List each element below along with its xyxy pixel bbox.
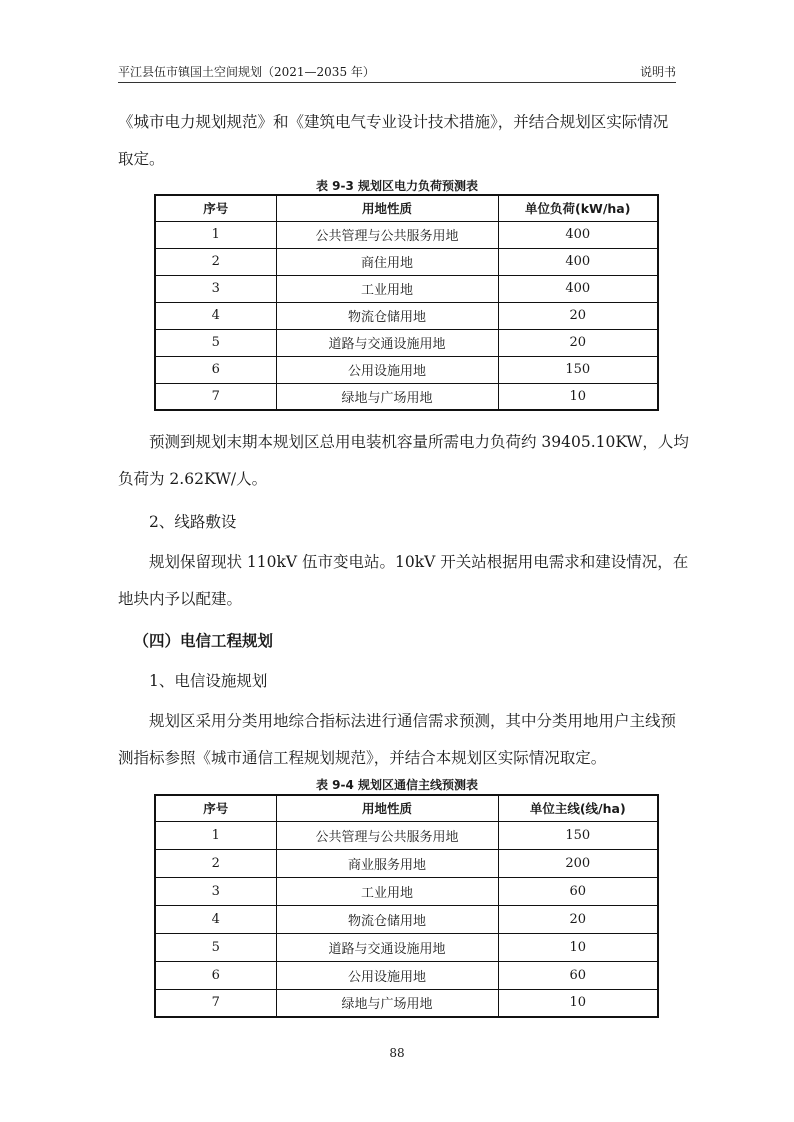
power-load-table: [154, 194, 659, 411]
table-row: [155, 989, 658, 1017]
column-header: 单位负荷(kW/ha): [498, 195, 658, 221]
table-cell: 绿地与广场用地: [276, 383, 498, 410]
table-cell: 4: [155, 905, 276, 933]
table-cell: 商业服务用地: [276, 849, 498, 877]
table-cell: 6: [155, 961, 276, 989]
table-cell: 公用设施用地: [276, 356, 498, 383]
table-cell: 道路与交通设施用地: [276, 329, 498, 356]
table-caption-power: 表 9-3 规划区电力负荷预测表: [315, 179, 479, 193]
table-row: [155, 248, 658, 275]
table-row: [155, 961, 658, 989]
table-cell: 公用设施用地: [276, 961, 498, 989]
page-header: [118, 64, 676, 83]
column-header: 序号: [155, 795, 276, 821]
table-row: [155, 356, 658, 383]
table-cell: 10: [498, 989, 658, 1017]
column-header: 序号: [155, 195, 276, 221]
table-cell: 1: [155, 821, 276, 849]
table-cell: 绿地与广场用地: [276, 989, 498, 1017]
table-cell: 商住用地: [276, 248, 498, 275]
paragraph-line: 《城市电力规划规范》和《建筑电气专业设计技术措施》，并结合规划区实际情况: [118, 113, 669, 131]
table-row: [155, 933, 658, 961]
column-header: 单位主线(线/ha): [498, 795, 658, 821]
table-cell: 400: [498, 275, 658, 302]
table-cell: 5: [155, 933, 276, 961]
paragraph-power-standard: [118, 104, 694, 178]
table-header-row: [155, 195, 658, 221]
table-cell: 物流仓储用地: [276, 302, 498, 329]
table-cell: 20: [498, 302, 658, 329]
section-heading-telecom: （四）电信工程规划: [133, 632, 274, 650]
table-cell: 4: [155, 302, 276, 329]
table-cell: 工业用地: [276, 275, 498, 302]
table-row: [155, 821, 658, 849]
table-row: [155, 383, 658, 410]
table-row: [155, 221, 658, 248]
table-cell: 400: [498, 248, 658, 275]
table-row: [155, 849, 658, 877]
header-title: 平江县伍市镇国土空间规划（2021—2035 年）: [118, 65, 375, 79]
header-doc-type: 说明书: [639, 65, 676, 79]
table-cell: 20: [498, 329, 658, 356]
table-cell: 7: [155, 383, 276, 410]
table-caption-telecom: 表 9-4 规划区通信主线预测表: [315, 778, 479, 792]
table-cell: 1: [155, 221, 276, 248]
paragraph-line: 预测到规划末期本规划区总用电装机容量所需电力负荷约 39405.10KW，人均: [149, 433, 689, 451]
paragraph-line: 取定。: [118, 150, 165, 168]
table-cell: 60: [498, 877, 658, 905]
table-cell: 20: [498, 905, 658, 933]
table-cell: 2: [155, 849, 276, 877]
table-cell: 400: [498, 221, 658, 248]
table-row: [155, 877, 658, 905]
table-row: [155, 302, 658, 329]
paragraph-substation: [118, 544, 694, 618]
table-cell: 3: [155, 877, 276, 905]
table-cell: 150: [498, 821, 658, 849]
column-header: 用地性质: [276, 195, 498, 221]
section-line-laying: 2、线路敷设: [149, 513, 237, 531]
table-cell: 10: [498, 383, 658, 410]
table-cell: 公共管理与公共服务用地: [276, 821, 498, 849]
paragraph-line: 规划保留现状 110kV 伍市变电站。10kV 开关站根据用电需求和建设情况，在: [149, 553, 689, 571]
table-cell: 150: [498, 356, 658, 383]
paragraph-line: 规划区采用分类用地综合指标法进行通信需求预测，其中分类用地用户主线预: [149, 712, 677, 730]
table-row: [155, 275, 658, 302]
paragraph-line: 地块内予以配建。: [118, 590, 243, 608]
table-cell: 3: [155, 275, 276, 302]
paragraph-line: 负荷为 2.62KW/人。: [118, 470, 268, 488]
table-cell: 道路与交通设施用地: [276, 933, 498, 961]
table-cell: 6: [155, 356, 276, 383]
table-cell: 7: [155, 989, 276, 1017]
table-cell: 物流仓储用地: [276, 905, 498, 933]
column-header: 用地性质: [276, 795, 498, 821]
paragraph-line: 测指标参照《城市通信工程规划规范》，并结合本规划区实际情况取定。: [118, 749, 607, 767]
paragraph-telecom-method: [118, 703, 694, 777]
table-header-row: [155, 795, 658, 821]
table-cell: 10: [498, 933, 658, 961]
table-cell: 2: [155, 248, 276, 275]
subsection-telecom-facilities: 1、电信设施规划: [149, 672, 268, 690]
telecom-line-table: [154, 794, 659, 1018]
table-cell: 200: [498, 849, 658, 877]
paragraph-load-forecast: [118, 424, 694, 498]
table-row: [155, 329, 658, 356]
table-cell: 5: [155, 329, 276, 356]
table-cell: 工业用地: [276, 877, 498, 905]
table-cell: 60: [498, 961, 658, 989]
page-number: 88: [389, 1046, 405, 1060]
table-row: [155, 905, 658, 933]
table-cell: 公共管理与公共服务用地: [276, 221, 498, 248]
